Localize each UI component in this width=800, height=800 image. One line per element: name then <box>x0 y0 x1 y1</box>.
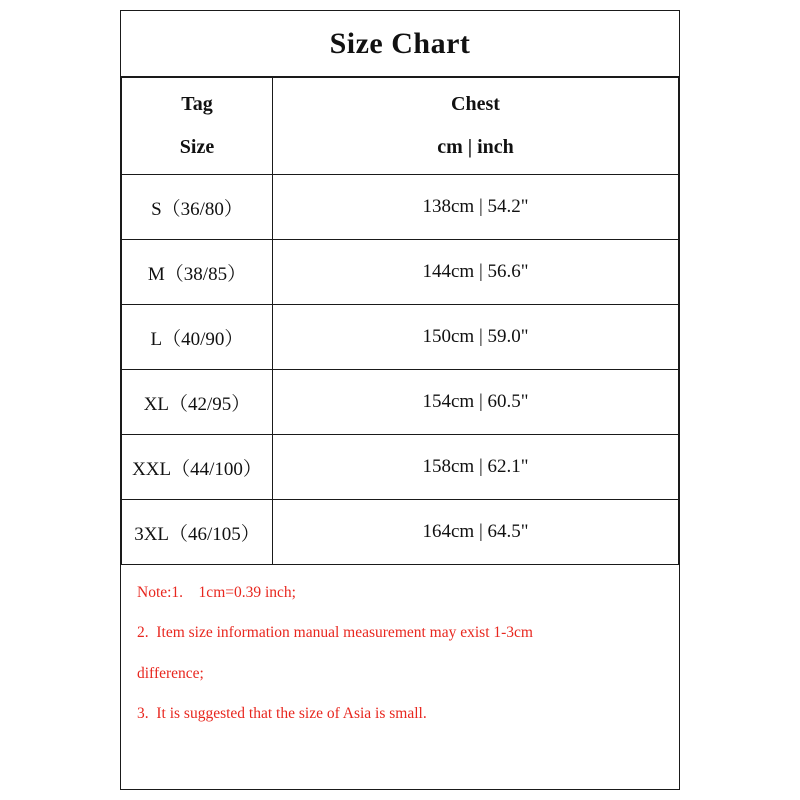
chest-stack <box>274 79 677 173</box>
size-table-body <box>122 78 679 565</box>
cell-tag-size: XXL（44/100） <box>122 435 273 500</box>
header-cell-tag-size <box>122 78 273 175</box>
cell-chest: 154cm | 60.5" <box>273 370 679 435</box>
cell-chest: 158cm | 62.1" <box>273 435 679 500</box>
note-line-2: 2. Item size information manual measurement may exist 1-3cm <box>137 624 533 642</box>
note-line-3: difference; <box>137 664 204 682</box>
header-label-size: Size <box>179 136 215 158</box>
header-label-units: cm | inch <box>437 136 514 158</box>
table-row <box>122 175 679 240</box>
cell-tag-size: M（38/85） <box>122 240 273 305</box>
cell-tag-size: S（36/80） <box>122 175 273 240</box>
note-line-1: Note:1. 1cm=0.39 inch; <box>137 584 296 601</box>
cell-chest: 164cm | 64.5" <box>273 500 679 565</box>
page-title: Size Chart <box>121 11 679 77</box>
table-row <box>122 435 679 500</box>
header-label-tag: Tag <box>181 93 213 115</box>
header-cell-chest <box>273 78 679 175</box>
notes-section <box>121 565 679 724</box>
cell-tag-size: XL（42/95） <box>122 370 273 435</box>
table-row <box>122 500 679 565</box>
cell-tag-size: L（40/90） <box>122 305 273 370</box>
size-chart-container <box>120 10 680 790</box>
cell-tag-size: 3XL（46/105） <box>122 500 273 565</box>
table-row <box>122 305 679 370</box>
size-table <box>121 77 679 565</box>
header-label-chest: Chest <box>451 93 500 115</box>
table-row <box>122 240 679 305</box>
cell-chest: 138cm | 54.2" <box>273 175 679 240</box>
cell-chest: 150cm | 59.0" <box>273 305 679 370</box>
cell-chest: 144cm | 56.6" <box>273 240 679 305</box>
table-row <box>122 370 679 435</box>
table-header-row <box>122 78 679 175</box>
note-line-4: 3. It is suggested that the size of Asia is small. <box>137 705 427 723</box>
tag-size-stack <box>123 79 271 173</box>
